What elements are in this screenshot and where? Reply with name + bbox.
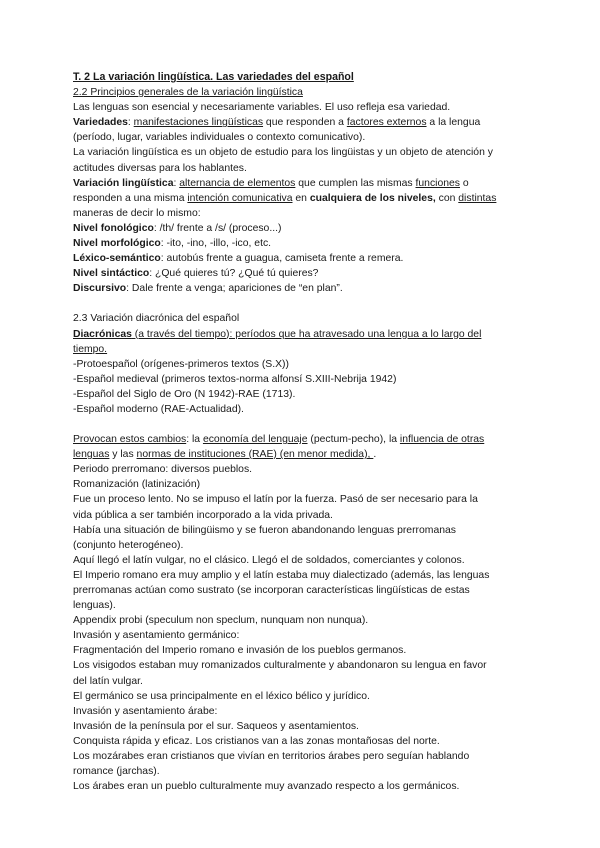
paragraph-objeto-estudio-1: La variación lingüística es un objeto de estudio para los lingüistas y un objeto de atención y <box>73 147 493 159</box>
text-line: Había una situación de bilingüismo y se fueron abandonando lenguas prerromanas <box>73 524 456 536</box>
text-fragment: . <box>373 449 377 461</box>
term-provocan-cambios: Provocan estos cambios <box>73 434 187 446</box>
nivel-label: Nivel sintáctico <box>73 268 150 280</box>
periodo-item: -Protoespañol (orígenes-primeros textos (S.X)) <box>73 358 289 370</box>
text-line: Invasión y asentamiento germánico: <box>73 630 240 642</box>
term-funciones: funciones <box>415 177 460 189</box>
variedades-definition <box>73 115 533 130</box>
text-line: prerromanas actúan como sustrato (se incorporan características lingüísticas de estas <box>73 585 470 596</box>
text-fragment: en <box>292 192 310 204</box>
text-fragment: : la <box>186 434 203 446</box>
section-2-3-heading: 2.3 Variación diacrónica del español <box>73 313 240 325</box>
variacion-definition-line3: maneras de decir lo mismo: <box>73 207 201 219</box>
variacion-definition <box>73 176 533 191</box>
text-fragment: (a través del tiempo): períodos que ha atravesado una lengua a lo largo del <box>131 328 482 340</box>
document-body <box>73 70 533 794</box>
cambios-paragraph <box>73 432 533 447</box>
term-lenguas: lenguas <box>73 449 110 461</box>
nivel-item <box>73 236 533 251</box>
term-cualquiera-niveles: cualquiera de los niveles, <box>309 192 436 204</box>
text-line: Los mozárabes eran cristianos que vivían en territorios árabes pero seguían hablando <box>73 751 470 763</box>
text-fragment: con <box>435 192 459 204</box>
term-diacronicas: Diacrónicas <box>73 328 132 340</box>
diacronicas-definition <box>73 327 533 342</box>
nivel-label: Léxico-semántico <box>73 253 161 265</box>
text-line: (conjunto heterogéneo). <box>73 539 184 551</box>
section-2-2-heading: 2.2 Principios generales de la variación lingüística <box>73 87 303 99</box>
text-line: romance (jarchas). <box>73 766 160 778</box>
term-variacion-linguistica: Variación lingüística <box>73 177 174 189</box>
term-manifestaciones: manifestaciones lingüísticas <box>133 117 264 129</box>
term-influencia-otras: influencia de otras <box>399 434 485 446</box>
text-line: del latín vulgar. <box>73 675 143 687</box>
text-fragment: responden a una misma <box>73 192 188 204</box>
nivel-label: Discursivo <box>73 283 127 295</box>
nivel-text: : ¿Qué quieres tú? ¿Qué tú quieres? <box>149 268 319 280</box>
nivel-text: : autobús frente a guagua, camiseta frente a remera. <box>160 253 404 265</box>
text-line: Fue un proceso lento. No se impuso el latín por la fuerza. Pasó de ser necesario para la <box>73 494 478 506</box>
text-fragment: y las <box>109 449 137 461</box>
text-line: Invasión y asentamiento árabe: <box>73 705 218 717</box>
spacer <box>73 417 533 432</box>
nivel-item <box>73 281 533 296</box>
text-line: Los visigodos estaban muy romanizados culturalmente y abandonaron su lengua en favor <box>73 660 487 672</box>
nivel-item <box>73 251 533 266</box>
term-alternancia: alternancia de elementos <box>179 177 296 189</box>
text-line: vida pública a ser también incorporado a la vida privada. <box>73 509 333 521</box>
text-fragment: que responden a <box>263 117 347 129</box>
variedades-continuation: (período, lugar, variables individuales o contexto comunicativo). <box>73 132 366 144</box>
paragraph-objeto-estudio-2: actitudes diversas para los hablantes. <box>73 162 247 174</box>
text-fragment: o <box>459 177 469 189</box>
nivel-label: Nivel morfológico <box>73 238 161 250</box>
text-fragment: : <box>127 117 134 129</box>
term-normas-instituciones: normas de instituciones (RAE) (en menor medida), <box>136 449 374 461</box>
nivel-item <box>73 266 533 281</box>
text-line: Los árabes eran un pueblo culturalmente muy avanzado respecto a los germánicos. <box>73 781 460 793</box>
periodo-item: -Español medieval (primeros textos-norma alfonsí S.XIII-Nebrija 1942) <box>73 373 397 385</box>
text-line: Romanización (latinización) <box>73 479 201 491</box>
text-fragment: que cumplen las mismas <box>295 177 416 189</box>
diacronicas-continuation: tiempo. <box>73 343 108 355</box>
nivel-text: : /th/ frente a /s/ (proceso...) <box>153 222 282 234</box>
text-line: Aquí llegó el latín vulgar, no el clásico. Llegó el de soldados, comerciantes y colonos. <box>73 554 465 566</box>
text-fragment: : <box>173 177 180 189</box>
term-intencion-comunicativa: intención comunicativa <box>187 192 293 204</box>
nivel-text: : -ito, -ino, -illo, -ico, etc. <box>160 238 272 250</box>
periodo-item: -Español del Siglo de Oro (N 1942)-RAE (1713). <box>73 388 296 400</box>
text-line: lenguas). <box>73 600 116 612</box>
text-line: Invasión de la península por el sur. Saqueos y asentamientos. <box>73 720 359 732</box>
variacion-definition-line2 <box>73 191 533 206</box>
paragraph-variables: Las lenguas son esencial y necesariamente variables. El uso refleja esa variedad. <box>73 102 451 114</box>
text-line: El Imperio romano era muy amplio y el latín estaba muy dialectizado (además, las lenguas <box>73 569 490 581</box>
text-line: Appendix probi (speculum non speclum, nunquam non nunqua). <box>73 615 369 627</box>
text-line: Fragmentación del Imperio romano e invasión de los pueblos germanos. <box>73 645 407 657</box>
term-factores-externos: factores externos <box>346 117 427 129</box>
cambios-paragraph-line2 <box>73 447 533 462</box>
nivel-text: : Dale frente a venga; apariciones de “en plan”. <box>126 283 343 295</box>
text-line: El germánico se usa principalmente en el léxico bélico y jurídico. <box>73 690 370 702</box>
periodo-item: -Español moderno (RAE-Actualidad). <box>73 403 244 415</box>
text-line: Periodo prerromano: diversos pueblos. <box>73 464 253 476</box>
nivel-label: Nivel fonológico <box>73 222 154 234</box>
term-variedades: Variedades <box>73 117 128 129</box>
document-title: T. 2 La variación lingüística. Las variedades del español <box>73 71 354 83</box>
nivel-item <box>73 221 533 236</box>
text-fragment: a la lengua <box>426 117 481 129</box>
spacer <box>73 296 533 311</box>
text-fragment: (pectum-pecho), la <box>307 434 400 446</box>
term-distintas: distintas <box>458 192 497 204</box>
term-economia-lenguaje: economía del lenguaje <box>202 434 308 446</box>
text-line: Conquista rápida y eficaz. Los cristianos van a las zonas montañosas del norte. <box>73 735 440 747</box>
